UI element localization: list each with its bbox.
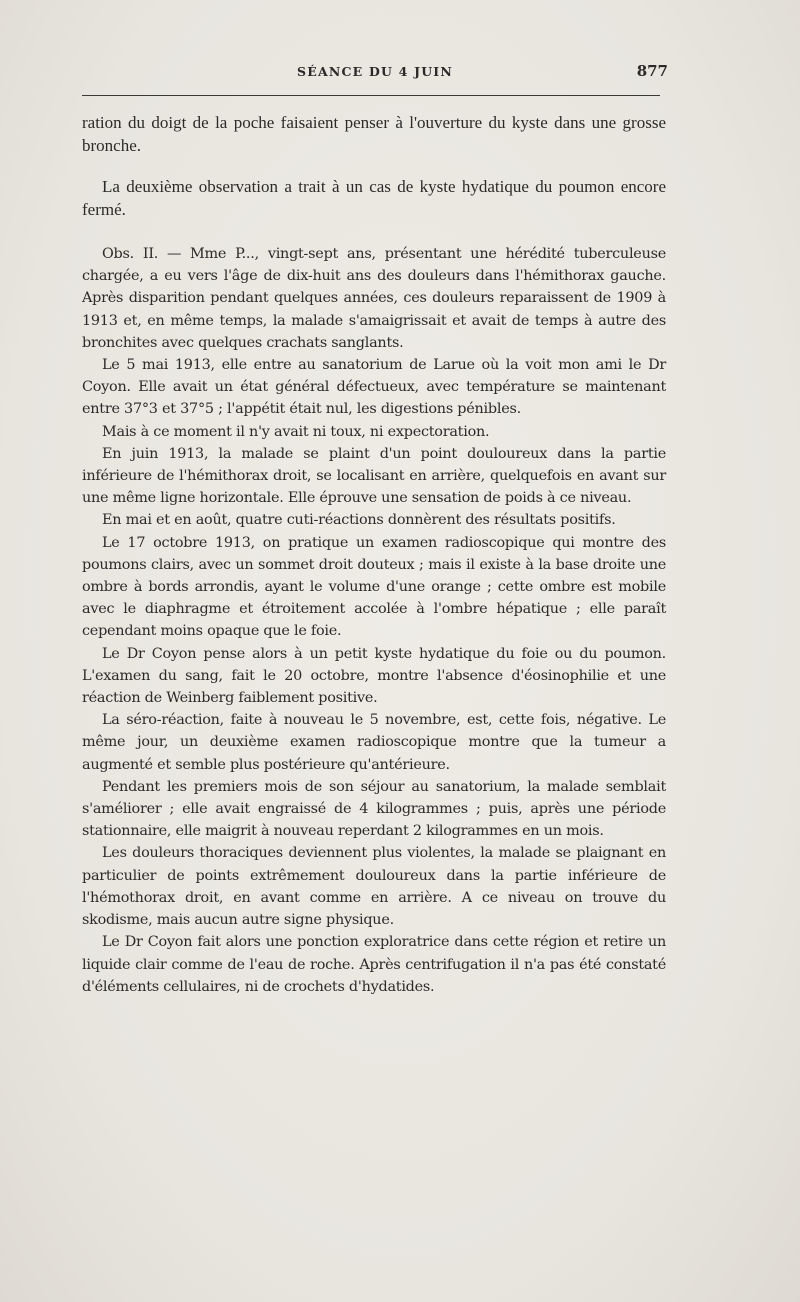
paragraph: Mais à ce moment il n'y avait ni toux, ni expectoration.: [102, 423, 490, 440]
paragraph-continuation: ration du doigt de la poche faisaient penser à l'ouverture du kyste dans une grosse bronche.: [82, 113, 666, 155]
body-text: [82, 111, 666, 998]
paragraph: En mai et en août, quatre cuti-réactions donnèrent des résultats positifs.: [102, 512, 616, 529]
paragraph: En juin 1913, la malade se plaint d'un point douloureux dans la partie inférieure de l'hémithorax droit, se localisant en arrière, quelquefois en avant sur une même ligne horizontale. Elle éprouve une sensation de poids à ce niveau.: [82, 445, 666, 507]
paragraph-intro: La deuxième observation a trait à un cas de kyste hydatique du poumon encore fermé.: [82, 177, 666, 219]
paragraph-observation: Obs. II. — Mme P..., vingt-sept ans, présentant une hérédité tuberculeuse chargée, a eu vers l'âge de dix-huit ans des douleurs dans l'hémithorax gauche. Après disparition pendant quelques années, ces douleurs reparaissent de 1909 à 1913 et, en même temps, la malade s'amaigrissait et avait de temps à autre des bronchites avec quelques crachats sanglants.: [82, 246, 666, 351]
paragraph: Le Dr Coyon pense alors à un petit kyste hydatique du foie ou du poumon. L'examen du sang, fait le 20 octobre, montre l'absence d'éosinophilie et une réaction de Weinberg faiblement positive.: [82, 645, 666, 707]
paragraph: Le 17 octobre 1913, on pratique un examen radioscopique qui montre des poumons clairs, avec un sommet droit douteux ; mais il existe à la base droite une ombre à bords arrondis, ayant le volume d'une orange ; cette ombre est mobile avec le diaphragme et étroitement accolée à l'ombre hépatique ; elle paraît cependant moins opaque que le foie.: [82, 534, 666, 640]
paragraph: Le 5 mai 1913, elle entre au sanatorium de Larue où la voit mon ami le Dr Coyon. Elle avait un état général défectueux, avec température se maintenant entre 37°3 et 37°5 ; l'appétit était nul, les digestions pénibles.: [82, 357, 666, 418]
running-head-title: SÉANCE DU 4 JUIN: [297, 64, 453, 79]
paragraph: Les douleurs thoraciques deviennent plus violentes, la malade se plaignant en particulier de points extrêmement douloureux dans la partie inférieure de l'hémothorax droit, en avant comme en arrière. A ce niveau on trouve du skodisme, mais aucun autre signe physique.: [82, 845, 666, 929]
running-header: [82, 62, 668, 84]
paragraph: La séro-réaction, faite à nouveau le 5 novembre, est, cette fois, négative. Le même jour, un deuxième examen radioscopique montre que la tumeur a augmenté et semble plus postérieure qu'antérieure.: [82, 712, 666, 773]
page-number: 877: [636, 62, 668, 80]
header-rule: [82, 95, 660, 96]
paragraph: Pendant les premiers mois de son séjour au sanatorium, la malade semblait s'améliorer ; elle avait engraissé de 4 kilogrammes ; puis, après une période stationnaire, elle maigrit à nouveau reperdant 2 kilogrammes en un mois.: [82, 778, 666, 840]
paragraph: Le Dr Coyon fait alors une ponction exploratrice dans cette région et retire un liquide clair comme de l'eau de roche. Après centrifugation il n'a pas été constaté d'éléments cellulaires, ni de crochets d'hydatides.: [82, 934, 666, 995]
